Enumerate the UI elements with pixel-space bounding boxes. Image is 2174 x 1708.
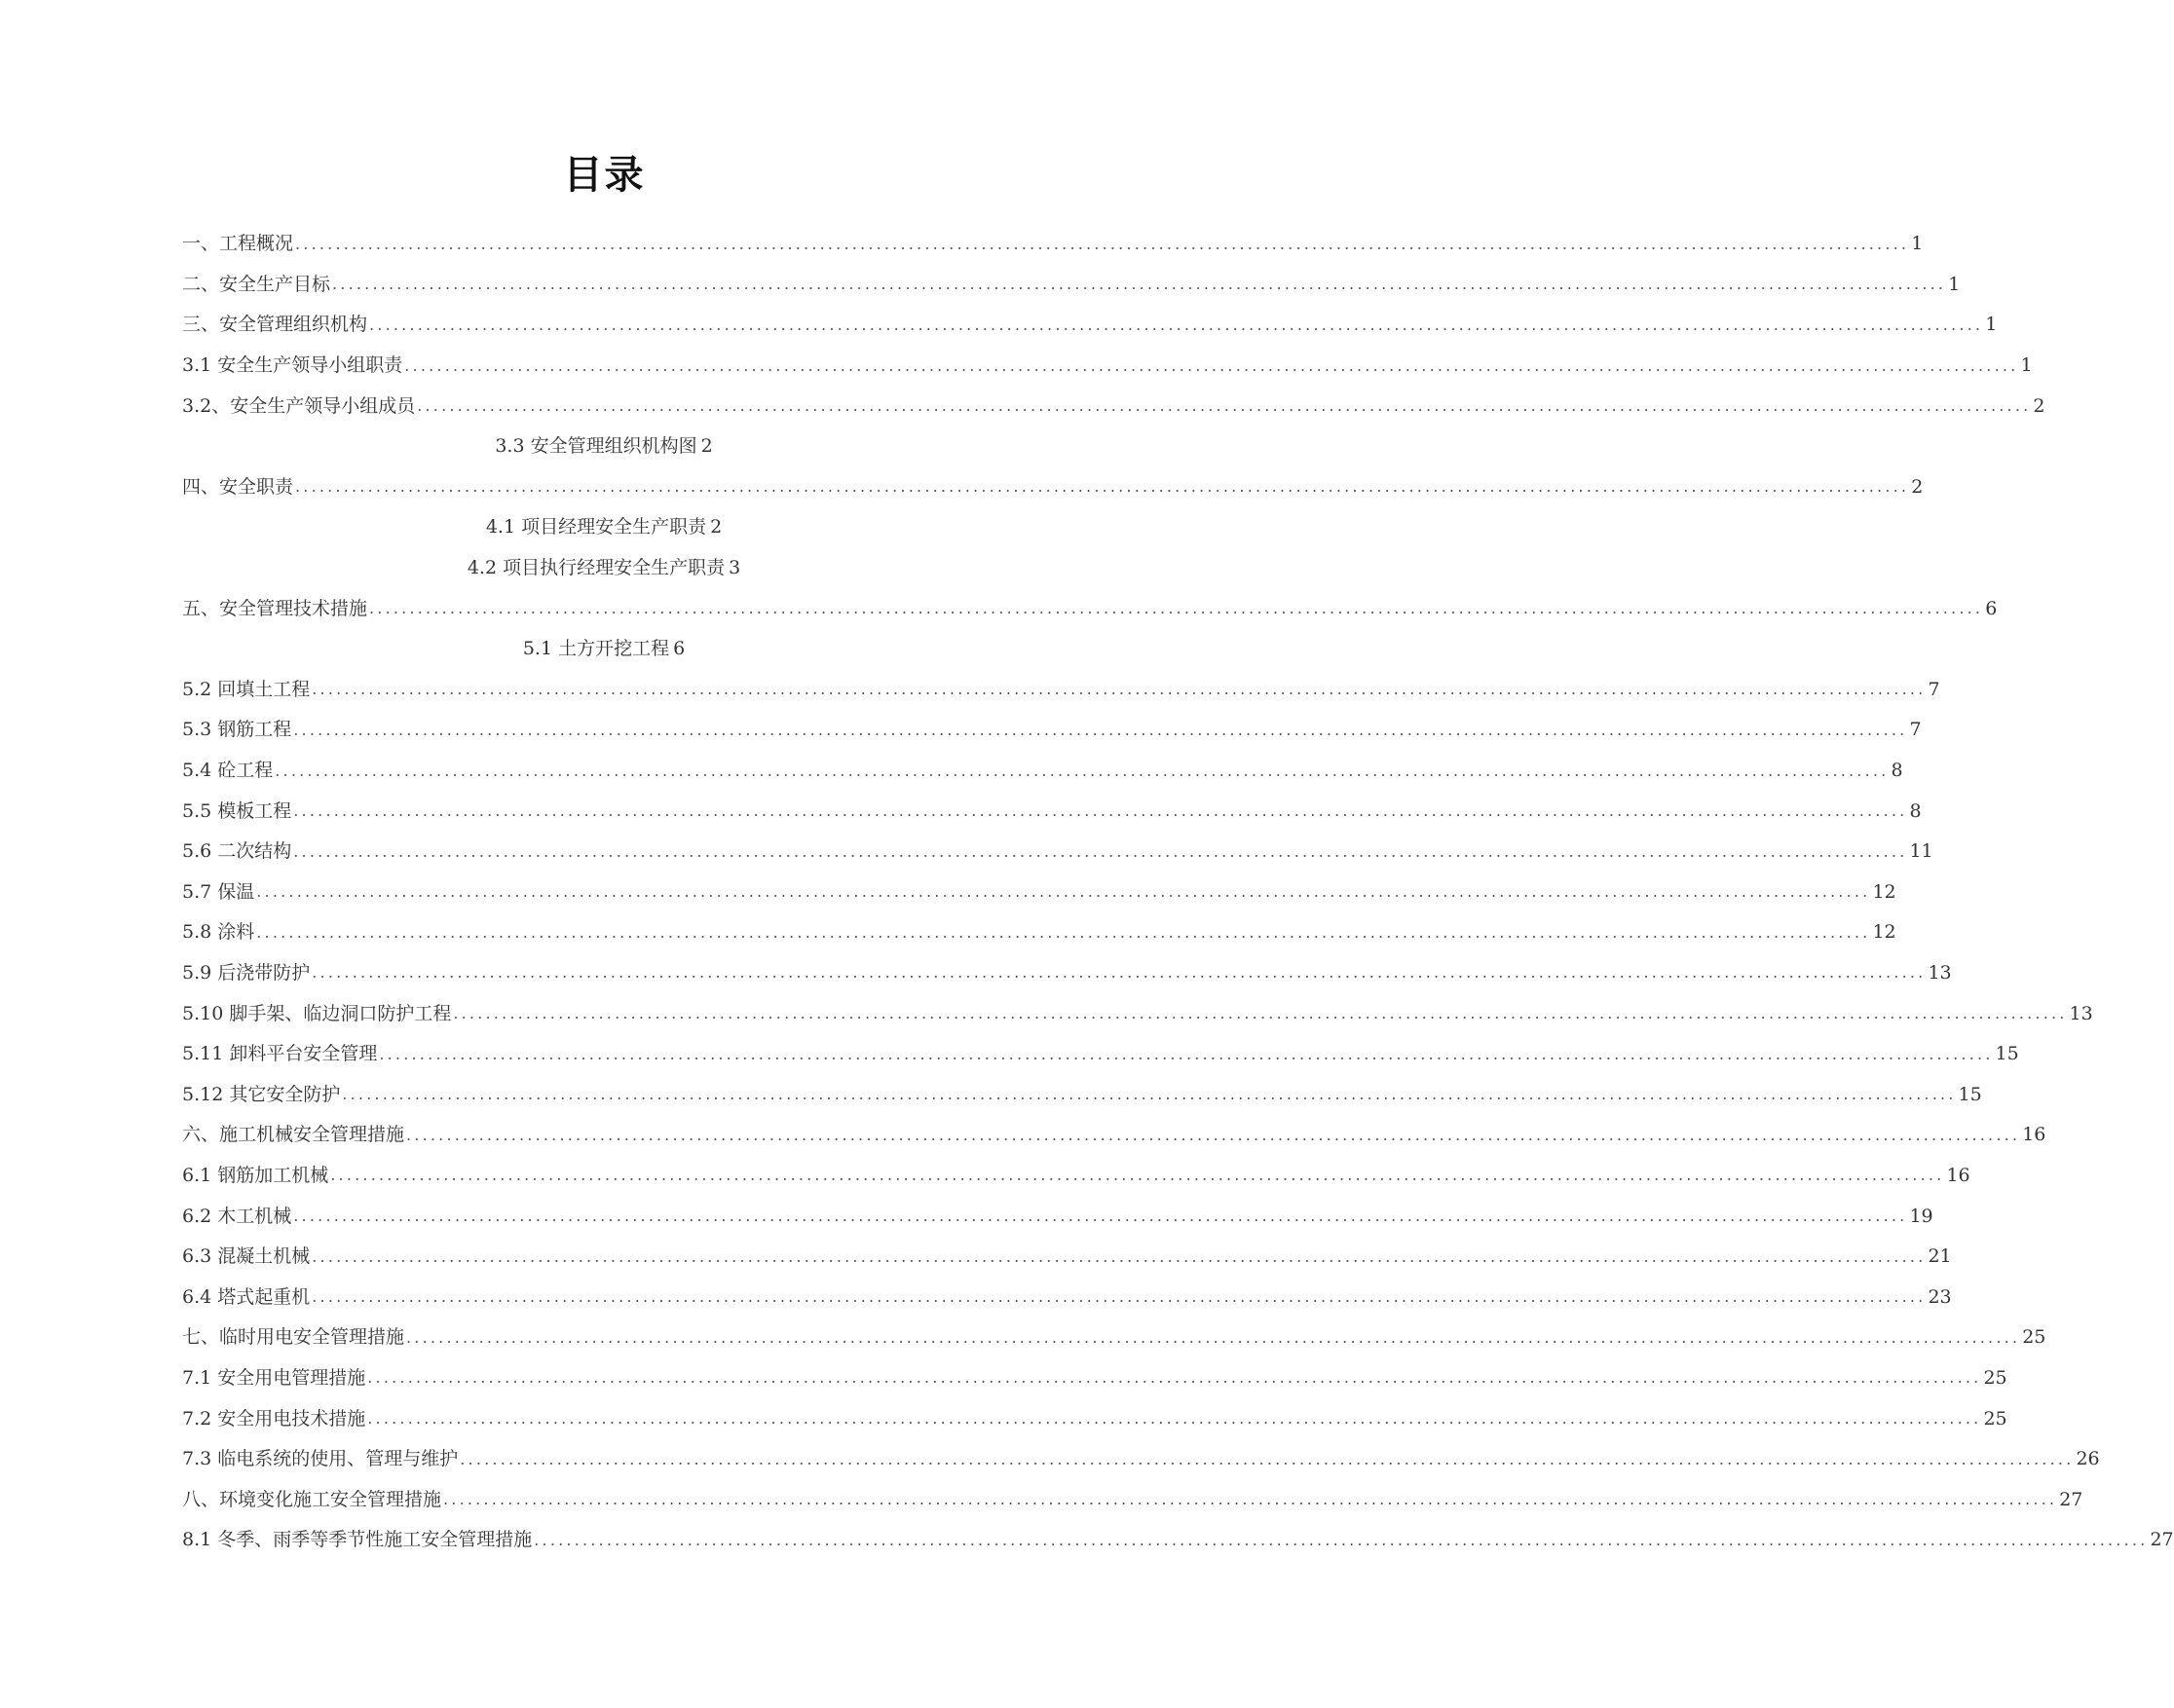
toc-entry-page-number: 12 <box>1872 880 1896 903</box>
toc-entry-label: 三、安全管理组织机构 <box>182 314 368 336</box>
toc-entry[interactable] <box>182 548 1026 589</box>
toc-entry[interactable] <box>182 993 2093 1034</box>
toc-entry[interactable] <box>182 791 1922 832</box>
toc-entry-page-number: 2 <box>1911 475 1924 498</box>
toc-dot-leader: ........................................................................................................................................................................................................ <box>295 234 1910 253</box>
toc-entry[interactable] <box>182 1074 1982 1115</box>
toc-entry[interactable] <box>182 1196 1933 1237</box>
toc-entry-page-number: 27 <box>2059 1488 2083 1510</box>
toc-entry-label: 5.8 涂料 <box>182 921 255 944</box>
toc-entry[interactable] <box>182 751 1903 792</box>
toc-entry-label: 5.9 后浇带防护 <box>182 961 311 984</box>
toc-dot-leader: ........................................................................................................................................................................................................ <box>312 1246 1927 1266</box>
toc-entry-label: 6.2 木工机械 <box>182 1205 292 1227</box>
toc-entry-label: 6.1 钢筋加工机械 <box>182 1164 329 1186</box>
toc-dot-leader: ........................................................................................................................................................................................................ <box>293 841 1908 861</box>
toc-entry-page-number: 8 <box>1891 760 1903 782</box>
toc-entry-label: 一、工程概况 <box>182 233 294 255</box>
toc-dot-leader: ........................................................................................................................................................................................................ <box>312 1287 1927 1307</box>
toc-entry-page-number: 26 <box>2076 1448 2100 1470</box>
toc-entry[interactable] <box>182 1156 1970 1197</box>
toc-entry-page-number: 27 <box>2150 1529 2174 1551</box>
toc-entry-label: 四、安全职责 <box>182 475 294 498</box>
toc-entry-label: 7.3 临电系统的使用、管理与维护 <box>182 1448 459 1470</box>
toc-dot-leader: ........................................................................................................................................................................................................ <box>342 1085 1957 1104</box>
toc-dot-leader: ........................................................................................................................................................................................................ <box>404 355 2019 375</box>
toc-entry-page-number: 23 <box>1928 1285 1952 1308</box>
toc-entry-label: 六、施工机械安全管理措施 <box>182 1124 405 1146</box>
toc-entry-label: 七、临时用电安全管理措施 <box>182 1326 405 1349</box>
toc-entry-page-number: 8 <box>1909 799 1922 822</box>
toc-entry[interactable] <box>182 1439 2100 1480</box>
toc-dot-leader: ........................................................................................................................................................................................................ <box>293 1207 1908 1226</box>
toc-entry-page-number: 3 <box>729 557 741 579</box>
toc-entry[interactable] <box>182 467 1924 508</box>
toc-entry[interactable] <box>182 873 1896 913</box>
toc-entry-page-number: 6 <box>673 638 686 660</box>
toc-entry-label: 6.3 混凝土机械 <box>182 1245 311 1268</box>
toc-dot-leader: ........................................................................................................................................................................................................ <box>369 599 1984 618</box>
toc-entry[interactable] <box>182 305 1998 346</box>
toc-entry-label: 3.3 安全管理组织机构图 <box>495 435 697 458</box>
toc-entry-label: 5.2 回填土工程 <box>182 678 311 700</box>
toc-entry-page-number: 12 <box>1872 921 1896 944</box>
toc-dot-leader: ........................................................................................................................................................................................................ <box>406 1327 2021 1347</box>
toc-dot-leader: ........................................................................................................................................................................................................ <box>256 882 1871 902</box>
toc-entry-label: 八、环境变化施工安全管理措施 <box>182 1488 442 1510</box>
toc-entry-label: 5.5 模板工程 <box>182 799 292 822</box>
toc-entry-label: 3.1 安全生产领导小组职责 <box>182 354 403 377</box>
toc-entry-label: 7.1 安全用电管理措施 <box>182 1366 366 1389</box>
toc-entry-page-number: 11 <box>1909 840 1933 863</box>
toc-entry[interactable] <box>182 386 2045 427</box>
toc-entry-page-number: 1 <box>1911 233 1924 255</box>
toc-entry-page-number: 1 <box>1948 273 1961 295</box>
toc-entry-page-number: 16 <box>1946 1164 1970 1186</box>
toc-entry-page-number: 16 <box>2022 1124 2046 1146</box>
toc-entry-label: 5.4 砼工程 <box>182 760 274 782</box>
toc-dot-leader: ........................................................................................................................................................................................................ <box>367 1409 1982 1429</box>
toc-dot-leader: ........................................................................................................................................................................................................ <box>367 1368 1982 1388</box>
toc-entry-page-number: 1 <box>2020 354 2033 377</box>
toc-dot-leader: ........................................................................................................................................................................................................ <box>460 1449 2075 1468</box>
toc-entry[interactable] <box>182 1237 1952 1278</box>
toc-entry-label: 5.12 其它安全防护 <box>182 1083 341 1105</box>
toc-entry-label: 5.7 保温 <box>182 880 255 903</box>
toc-entry[interactable] <box>182 588 1998 629</box>
toc-entry[interactable] <box>182 1358 2007 1399</box>
toc-entry-page-number: 25 <box>1983 1407 2007 1430</box>
toc-dot-leader: ........................................................................................................................................................................................................ <box>312 963 1927 983</box>
toc-entry[interactable] <box>182 1520 2174 1561</box>
toc-dot-leader: ........................................................................................................................................................................................................ <box>453 1004 2068 1023</box>
toc-entry-page-number: 2 <box>700 435 713 458</box>
toc-entry[interactable] <box>182 912 1896 953</box>
toc-dot-leader: ........................................................................................................................................................................................................ <box>295 477 1910 497</box>
toc-dot-leader: ........................................................................................................................................................................................................ <box>275 761 1890 780</box>
toc-entry-label: 五、安全管理技术措施 <box>182 597 368 619</box>
toc-entry-label: 8.1 冬季、雨季等季节性施工安全管理措施 <box>182 1529 533 1551</box>
toc-entry-page-number: 13 <box>1928 961 1952 984</box>
toc-entry-page-number: 15 <box>1958 1083 1982 1105</box>
toc-entry-page-number: 25 <box>2022 1326 2046 1349</box>
toc-entry[interactable] <box>182 1115 2046 1156</box>
toc-dot-leader: ........................................................................................................................................................................................................ <box>293 801 1908 821</box>
page-title: 目录 <box>563 153 646 198</box>
toc-entry[interactable] <box>182 670 1940 711</box>
toc-entry-page-number: 2 <box>2033 394 2045 417</box>
toc-dot-leader: ........................................................................................................................................................................................................ <box>369 315 1984 334</box>
toc-entry[interactable] <box>182 710 1922 751</box>
toc-entry-label: 二、安全生产目标 <box>182 273 331 295</box>
toc-dot-leader: ........................................................................................................................................................................................................ <box>312 680 1927 699</box>
toc-entry-label: 5.3 钢筋工程 <box>182 719 292 741</box>
toc-entry-label: 4.1 项目经理安全生产职责 <box>485 516 707 538</box>
toc-dot-leader: ........................................................................................................................................................................................................ <box>534 1530 2149 1549</box>
toc-dot-leader: ........................................................................................................................................................................................................ <box>417 396 2032 416</box>
table-of-contents <box>182 224 2174 1561</box>
toc-entry[interactable] <box>182 507 1026 548</box>
toc-dot-leader: ........................................................................................................................................................................................................ <box>293 720 1908 739</box>
toc-entry[interactable] <box>182 1318 2046 1358</box>
toc-dot-leader: ........................................................................................................................................................................................................ <box>406 1125 2021 1144</box>
toc-entry[interactable] <box>182 953 1952 994</box>
toc-entry-page-number: 7 <box>1928 678 1940 700</box>
toc-dot-leader: ........................................................................................................................................................................................................ <box>443 1490 2058 1509</box>
toc-entry-page-number: 6 <box>1985 597 1998 619</box>
toc-entry-label: 3.2、安全生产领导小组成员 <box>182 394 416 417</box>
toc-entry-page-number: 2 <box>710 516 723 538</box>
toc-entry-page-number: 7 <box>1909 719 1922 741</box>
toc-entry-page-number: 25 <box>1983 1366 2007 1389</box>
toc-entry[interactable] <box>182 629 1026 670</box>
toc-entry-label: 7.2 安全用电技术措施 <box>182 1407 366 1430</box>
toc-entry[interactable] <box>182 1277 1952 1318</box>
toc-dot-leader: ........................................................................................................................................................................................................ <box>379 1044 1994 1063</box>
toc-entry-label: 6.4 塔式起重机 <box>182 1285 311 1308</box>
toc-entry[interactable] <box>182 1479 2083 1520</box>
toc-entry-page-number: 21 <box>1928 1245 1952 1268</box>
toc-entry-label: 4.2 项目执行经理安全生产职责 <box>467 557 726 579</box>
toc-entry-page-number: 1 <box>1985 314 1998 336</box>
toc-entry-page-number: 19 <box>1909 1205 1933 1227</box>
toc-dot-leader: ........................................................................................................................................................................................................ <box>256 922 1871 942</box>
toc-entry-label: 5.1 土方开挖工程 <box>522 638 670 660</box>
toc-entry-page-number: 13 <box>2069 1002 2093 1024</box>
toc-entry[interactable] <box>182 346 2033 387</box>
toc-entry[interactable] <box>182 1034 2019 1075</box>
toc-entry[interactable] <box>182 224 1924 265</box>
toc-entry[interactable] <box>182 832 1933 873</box>
toc-dot-leader: ........................................................................................................................................................................................................ <box>330 1166 1945 1185</box>
toc-entry-label: 5.6 二次结构 <box>182 840 292 863</box>
toc-entry[interactable] <box>182 1398 2007 1439</box>
toc-entry-page-number: 15 <box>1995 1043 2019 1065</box>
toc-dot-leader: ........................................................................................................................................................................................................ <box>332 275 1947 294</box>
toc-entry[interactable] <box>182 427 1026 467</box>
toc-entry[interactable] <box>182 265 1961 306</box>
toc-entry-label: 5.10 脚手架、临边洞口防护工程 <box>182 1002 452 1024</box>
toc-entry-label: 5.11 卸料平台安全管理 <box>182 1043 378 1065</box>
